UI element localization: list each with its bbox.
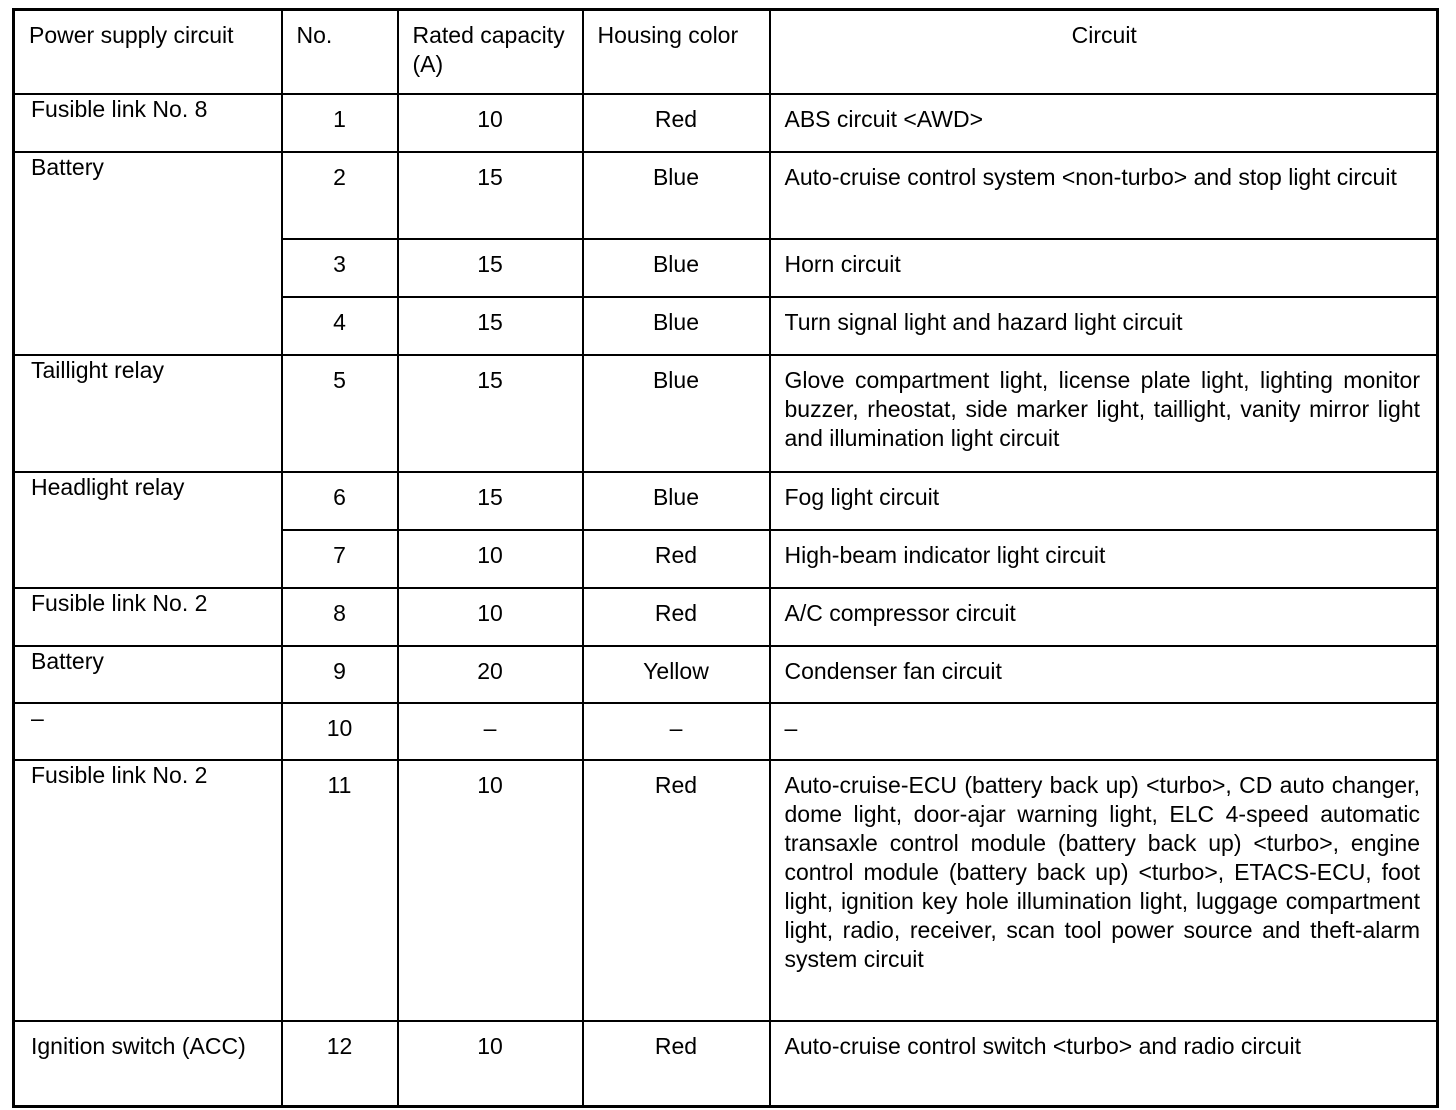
cell-housing-color: Red <box>583 94 770 152</box>
cell-number: 3 <box>282 239 398 297</box>
cell-housing-color: Blue <box>583 355 770 472</box>
cell-circuit: ABS circuit <AWD> <box>770 94 1438 152</box>
cell-housing-color: Red <box>583 1021 770 1107</box>
cell-circuit: High-beam indicator light circuit <box>770 530 1438 588</box>
cell-power-supply: Headlight relay <box>14 472 282 588</box>
header-rated-capacity: Rated capacity (A) <box>398 10 583 94</box>
table-row <box>14 760 1438 1021</box>
cell-power-supply: Battery <box>14 152 282 355</box>
cell-power-supply: Fusible link No. 2 <box>14 760 282 1021</box>
cell-circuit: Horn circuit <box>770 239 1438 297</box>
cell-rated-capacity: 15 <box>398 472 583 530</box>
cell-circuit: Turn signal light and hazard light circuit <box>770 297 1438 355</box>
table-row <box>14 152 1438 239</box>
cell-circuit: A/C compressor circuit <box>770 588 1438 646</box>
table-row <box>14 703 1438 760</box>
cell-housing-color: Blue <box>583 297 770 355</box>
cell-power-supply: – <box>14 703 282 760</box>
cell-number: 12 <box>282 1021 398 1107</box>
cell-number: 8 <box>282 588 398 646</box>
cell-circuit: Auto-cruise-ECU (battery back up) <turbo>, CD auto changer, dome light, door-ajar warning light, ELC 4-speed automatic transaxle control module (battery back up) <turbo>, engine control module (battery back up) <turbo>, ETACS-ECU, foot light, ignition key hole illumination light, luggage compartment light, radio, receiver, scan tool power source and theft-alarm system circuit <box>770 760 1438 1021</box>
cell-number: 10 <box>282 703 398 760</box>
cell-rated-capacity: 10 <box>398 530 583 588</box>
cell-rated-capacity: 10 <box>398 1021 583 1107</box>
table-row <box>14 355 1438 472</box>
cell-rated-capacity: – <box>398 703 583 760</box>
fuse-table <box>12 8 1439 1108</box>
cell-rated-capacity: 20 <box>398 646 583 703</box>
cell-rated-capacity: 10 <box>398 588 583 646</box>
cell-housing-color: Red <box>583 760 770 1021</box>
header-number: No. <box>282 10 398 94</box>
cell-rated-capacity: 15 <box>398 297 583 355</box>
table-row <box>14 1021 1438 1107</box>
cell-circuit: Glove compartment light, license plate light, lighting monitor buzzer, rheostat, side marker light, taillight, vanity mirror light and illumination light circuit <box>770 355 1438 472</box>
table-header <box>14 10 1438 94</box>
cell-housing-color: Blue <box>583 472 770 530</box>
table-row <box>14 646 1438 703</box>
cell-number: 1 <box>282 94 398 152</box>
cell-housing-color: Red <box>583 530 770 588</box>
cell-circuit: Condenser fan circuit <box>770 646 1438 703</box>
cell-number: 2 <box>282 152 398 239</box>
table-row <box>14 588 1438 646</box>
cell-number: 11 <box>282 760 398 1021</box>
table-row <box>14 94 1438 152</box>
cell-number: 9 <box>282 646 398 703</box>
cell-rated-capacity: 10 <box>398 760 583 1021</box>
header-row <box>14 10 1438 94</box>
cell-housing-color: Yellow <box>583 646 770 703</box>
cell-rated-capacity: 15 <box>398 355 583 472</box>
header-circuit: Circuit <box>770 10 1438 94</box>
cell-circuit: Auto-cruise control switch <turbo> and radio circuit <box>770 1021 1438 1107</box>
cell-number: 6 <box>282 472 398 530</box>
cell-housing-color: Red <box>583 588 770 646</box>
cell-number: 4 <box>282 297 398 355</box>
cell-housing-color: Blue <box>583 152 770 239</box>
cell-circuit: Auto-cruise control system <non-turbo> and stop light circuit <box>770 152 1438 239</box>
cell-power-supply: Fusible link No. 8 <box>14 94 282 152</box>
cell-housing-color: Blue <box>583 239 770 297</box>
cell-power-supply: Battery <box>14 646 282 703</box>
cell-circuit: Fog light circuit <box>770 472 1438 530</box>
cell-circuit: – <box>770 703 1438 760</box>
cell-housing-color: – <box>583 703 770 760</box>
table-body <box>14 94 1438 1107</box>
cell-rated-capacity: 15 <box>398 239 583 297</box>
table-row <box>14 472 1438 530</box>
cell-number: 5 <box>282 355 398 472</box>
cell-rated-capacity: 10 <box>398 94 583 152</box>
cell-power-supply: Ignition switch (ACC) <box>14 1021 282 1107</box>
cell-rated-capacity: 15 <box>398 152 583 239</box>
cell-number: 7 <box>282 530 398 588</box>
header-power-supply-circuit: Power supply circuit <box>14 10 282 94</box>
cell-power-supply: Taillight relay <box>14 355 282 472</box>
header-housing-color: Housing color <box>583 10 770 94</box>
cell-power-supply: Fusible link No. 2 <box>14 588 282 646</box>
